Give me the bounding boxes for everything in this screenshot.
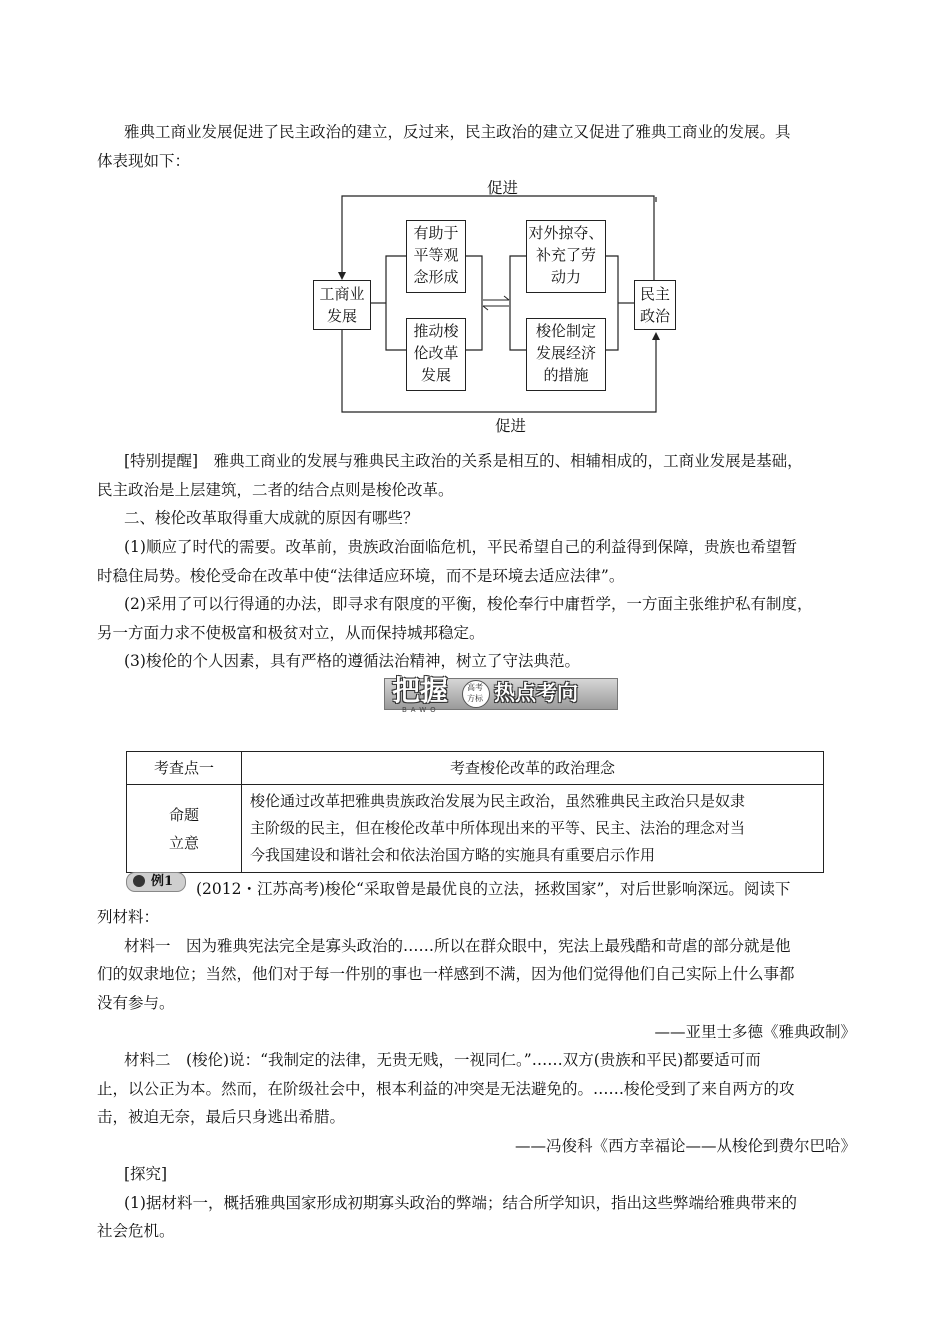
material1-line-2: 们的奴隶地位；当然，他们对于每一件别的事也一样感到不满，因为他们觉得他们自己实际上什么事都 [97,965,795,983]
section2-p2-line-2: 另一方面力求不使极富和极贫对立，从而保持城邦稳定。 [97,624,485,642]
banner-badge-bottom: 方标 [467,694,483,703]
box-plunder-line-2: 补充了劳 [535,246,596,264]
explore-q1-line-1: (1)据材料一，概括雅典国家形成初期寡头政治的弊端；结合所学知识，指出这些弊端给雅典带来的 [124,1194,797,1212]
banner-right-text: 热点考向 [494,681,578,705]
pencil-icon [133,875,145,887]
box-promote-line-2: 伦改革 [413,344,459,362]
intro-line-2: 体表现如下： [97,152,191,170]
table-cell-label: 考查点一 [127,752,242,785]
box-equality [406,220,466,293]
material2-line-1: 材料二 (梭伦)说：“我制定的法律，无贵无贱，一视同仁。”……双方(贵族和平民)都要适可而 [124,1051,761,1069]
explore-q1-line-2: 社会危机。 [97,1222,175,1240]
intro-line-1: 雅典工商业发展促进了民主政治的建立，反过来，民主政治的建立又促进了雅典工商业的发展。具 [124,123,791,141]
table-cell-intent [242,785,824,873]
explore-title: [探究] [124,1165,168,1183]
box-democracy-line-1: 民主 [639,285,670,303]
table-cell-label-line-1: 命题 [168,805,199,824]
box-promote-reform [406,318,466,391]
box-plunder-line-3: 动力 [550,268,581,286]
table-row [127,785,824,873]
banner-big-text: 把握 [392,674,449,707]
example-badge-label: 例1 [151,874,174,889]
diagram-top-label: 促进 [487,179,519,197]
topic-table [126,751,824,873]
table-intent-line-3: 今我国建设和谐社会和依法治国方略的实施具有重要启示作用 [250,846,656,864]
table-intent-line-1: 梭伦通过改革把雅典贵族政治发展为民主政治，虽然雅典民主政治只是奴隶 [250,792,746,810]
material1-source: ——亚里士多德《雅典政制》 [654,1023,856,1041]
box-equality-line-1: 有助于 [413,224,459,242]
section2-p1-line-1: (1)顺应了时代的需要。改革前，贵族政治面临危机，平民希望自己的利益得到保障，贵族也希望暂 [124,538,797,556]
box-solon-measures [526,318,606,391]
section2-title: 二、梭伦改革取得重大成就的原因有哪些？ [124,509,419,527]
material2-line-2: 止，以公正为本。然而，在阶级社会中，根本利益的冲突是无法避免的。……梭伦受到了来自两方的攻 [97,1080,795,1098]
box-promote-line-3: 发展 [420,366,451,384]
box-democracy-line-2: 政治 [639,307,670,325]
section2-p1-line-2: 时稳住局势。梭伦受命在改革中使“法律适应环境，而不是环境去适应法律”。 [97,567,625,585]
section2-p3: (3)梭伦的个人因素，具有严格的遵循法治精神，树立了守法典范。 [124,652,580,670]
section-banner [384,672,616,714]
box-plunder-labor [526,220,606,293]
table-row [127,752,824,785]
box-industry-commerce [313,280,371,330]
box-equality-line-2: 平等观 [413,246,459,264]
box-democracy [634,280,676,330]
material2-source: ——冯俊科《西方幸福论——从梭伦到费尔巴哈》 [514,1137,856,1155]
box-measures-line-1: 梭伦制定 [535,322,596,340]
example-line-1: (2012・江苏高考)梭伦“采取曾是最优良的立法，拯救国家”，对后世影响深远。阅读下 [196,880,791,898]
banner-badge-text [464,682,486,704]
box-industry-line-1: 工商业 [319,285,365,303]
material1-line-1: 材料一 因为雅典宪法完全是寡头政治的……所以在群众眼中，宪法上最残酷和苛虐的部分就是他 [124,937,791,955]
material1-line-3: 没有参与。 [97,994,175,1012]
table-cell-label [127,785,242,873]
box-measures-line-3: 的措施 [543,366,589,384]
material2-line-3: 击，被迫无奈，最后只身逃出希腊。 [97,1108,346,1126]
box-industry-line-2: 发展 [326,307,357,325]
example-badge [126,872,186,892]
table-cell-topic: 考查梭伦改革的政治理念 [242,752,824,785]
reminder-line-1: [特别提醒] 雅典工商业的发展与雅典民主政治的关系是相互的、相辅相成的，工商业发展是基础， [124,452,803,470]
section2-p2-line-1: (2)采用了可以行得通的办法，即寻求有限度的平衡，梭伦奉行中庸哲学，一方面主张维护私有制度， [124,595,813,613]
box-plunder-line-1: 对外掠夺、 [528,224,604,242]
banner-pinyin: BAWO [402,706,440,714]
box-measures-line-2: 发展经济 [535,344,596,362]
diagram-bottom-label: 促进 [495,417,527,435]
reminder-line-2: 民主政治是上层建筑，二者的结合点则是梭伦改革。 [97,481,454,499]
table-cell-label-line-2: 立意 [168,833,199,852]
banner-badge-top: 高考 [467,683,483,692]
example-line-2: 列材料： [97,908,160,926]
table-intent-line-2: 主阶级的民主，但在梭伦改革中所体现出来的平等、民主、法治的理念对当 [250,819,746,837]
box-equality-line-3: 念形成 [413,268,459,286]
box-promote-line-1: 推动梭 [413,322,459,340]
